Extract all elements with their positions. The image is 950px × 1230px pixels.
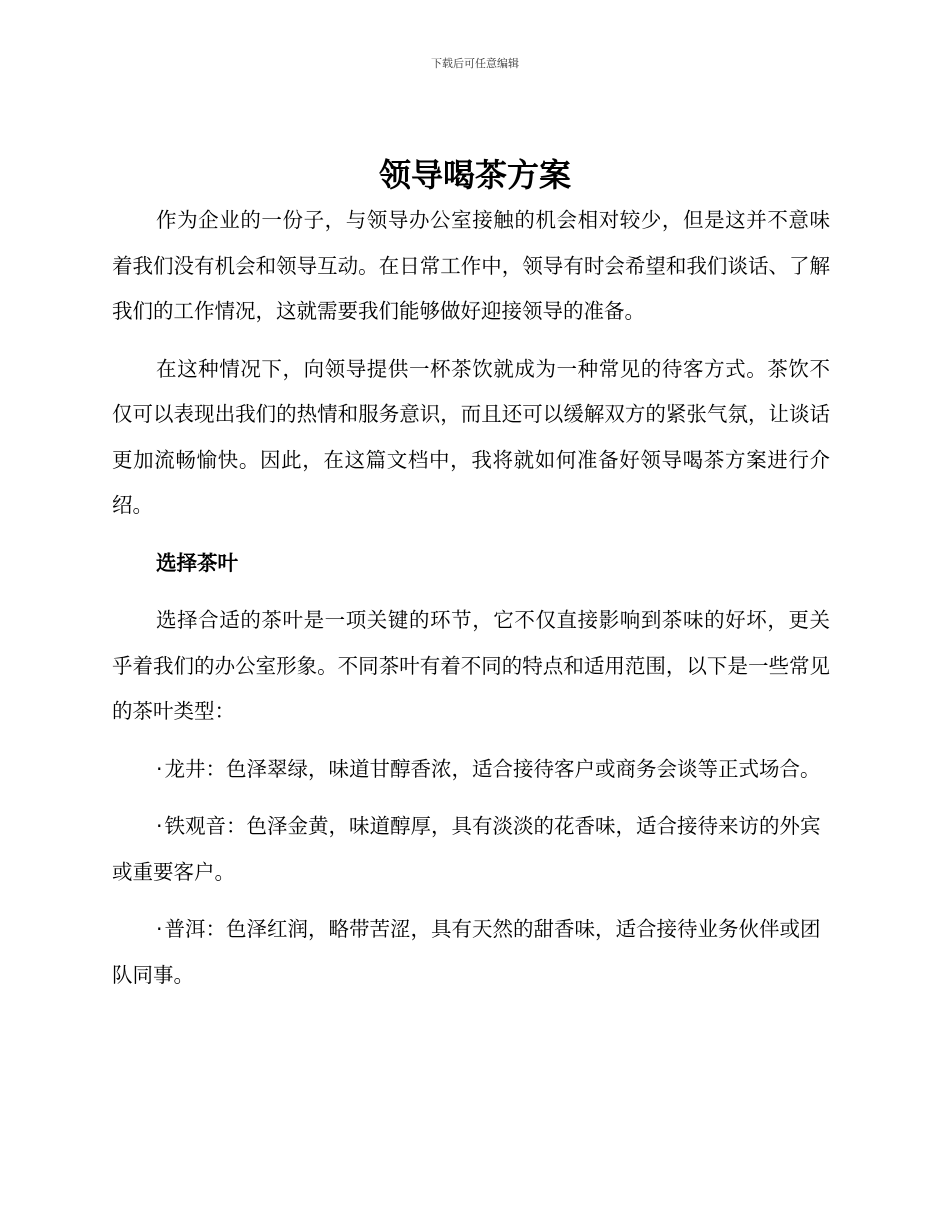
tea-type-list-item	[112, 907, 830, 998]
section-heading-tea-selection: 选择茶叶	[156, 550, 238, 575]
context-paragraph: 在这种情况下，向领导提供一杯茶饮就成为一种常见的待客方式。茶饮不仅可以表现出我们的热情和服务意识，而且还可以缓解双方的紧张气氛，让谈话更加流畅愉快。因此，在这篇文档中，我将就如何准备好领导喝茶方案进行介绍。	[112, 356, 830, 517]
document-title: 领导喝茶方案	[378, 156, 571, 194]
tea-type-text: 龙井：色泽翠绿，味道甘醇香浓，适合接待客户或商务会谈等正式场合。	[164, 756, 821, 781]
page-header-note: 下载后可任意编辑	[431, 57, 519, 70]
tea-type-list-item	[112, 804, 830, 895]
bullet-marker: ·	[156, 814, 163, 838]
tea-type-list-item	[112, 747, 830, 793]
intro-paragraph: 作为企业的一份子，与领导办公室接触的机会相对较少，但是这并不意味着我们没有机会和领导互动。在日常工作中，领导有时会希望和我们谈话、了解我们的工作情况，这就需要我们能够做好迎接领导的准备。	[112, 208, 830, 323]
bullet-marker: ·	[156, 756, 163, 781]
tea-selection-paragraph: 选择合适的茶叶是一项关键的环节，它不仅直接影响到茶味的好坏，更关乎着我们的办公室形象。不同茶叶有着不同的特点和适用范围，以下是一些常见的茶叶类型：	[112, 608, 830, 723]
document-body	[112, 198, 830, 1010]
bullet-marker: ·	[156, 917, 163, 941]
tea-type-text: 普洱：色泽红润，略带苦涩，具有天然的甜香味，适合接待业务伙伴或团队同事。	[112, 917, 821, 987]
tea-type-text: 铁观音：色泽金黄，味道醇厚，具有淡淡的花香味，适合接待来访的外宾或重要客户。	[112, 814, 821, 884]
